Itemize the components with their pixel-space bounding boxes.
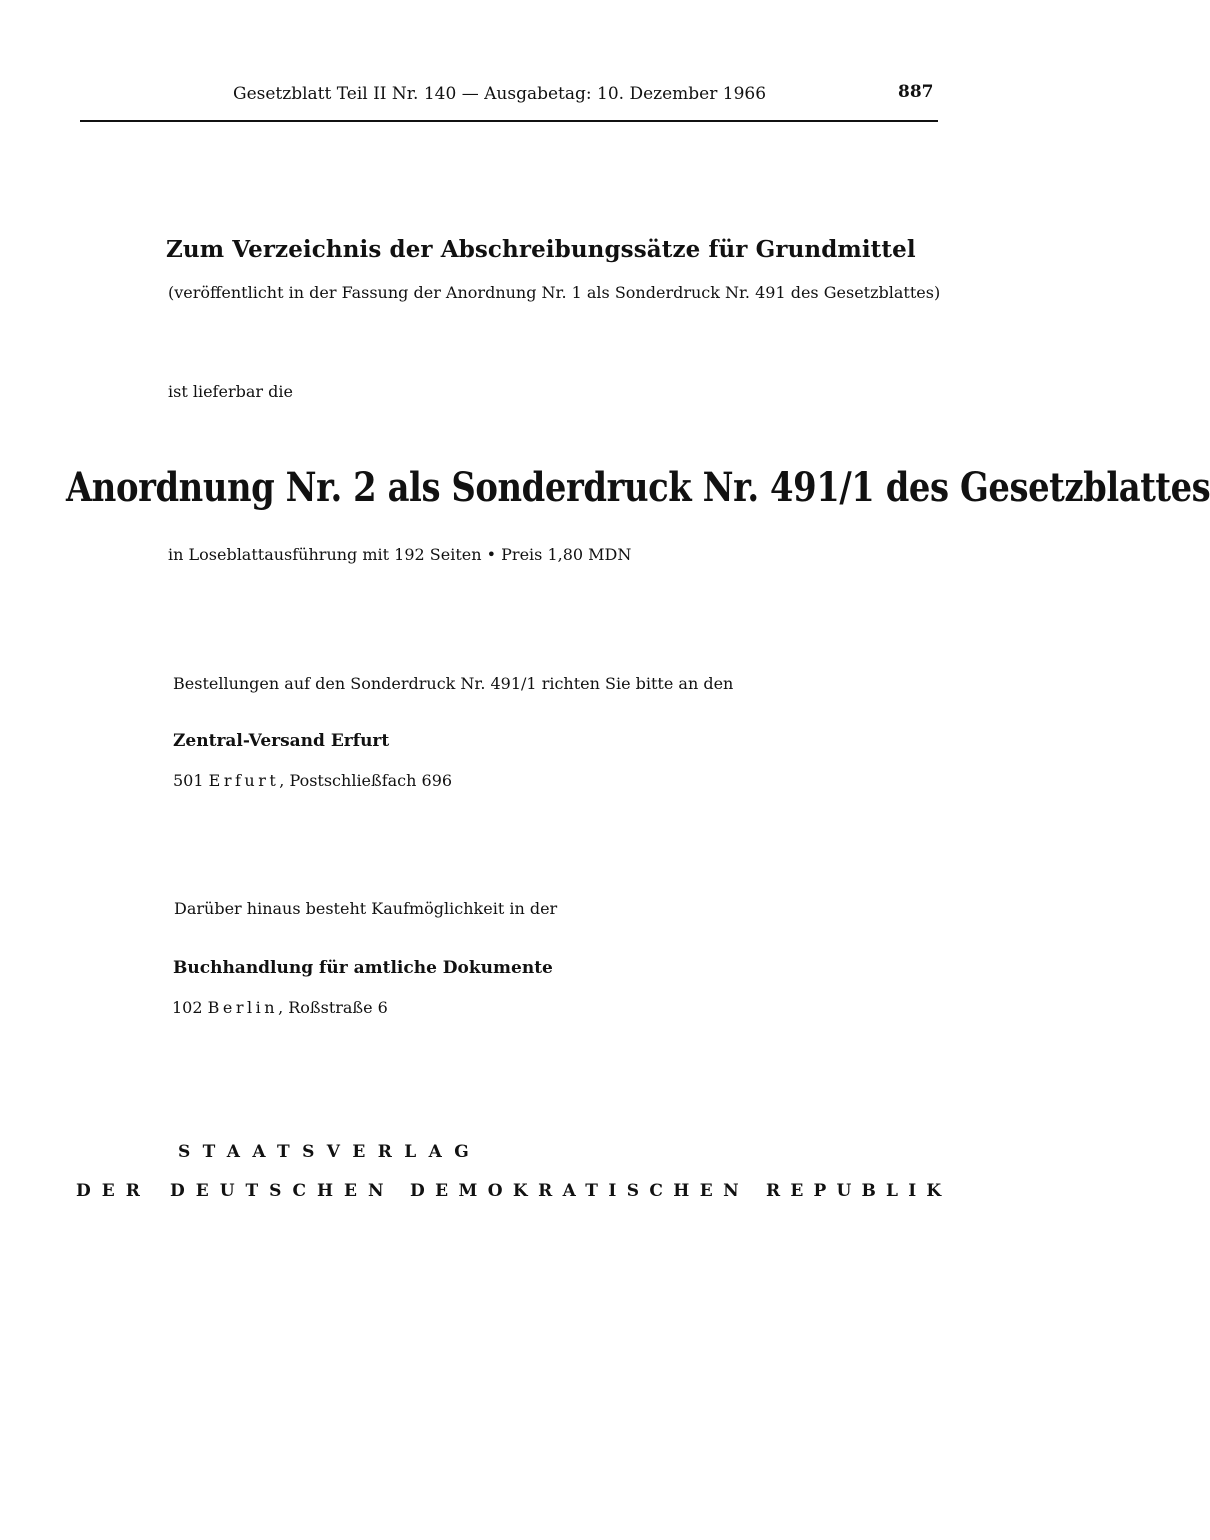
notice-subheading: (veröffentlicht in der Fassung der Anordnung Nr. 1 als Sonderdruck Nr. 491 des Gesetzblattes) bbox=[168, 283, 941, 302]
distributor-city: Erfurt bbox=[208, 771, 280, 790]
publisher-word: DEUTSCHEN bbox=[170, 1181, 395, 1201]
edition-info: in Loseblattausführung mit 192 Seiten • Preis 1,80 MDN bbox=[168, 545, 632, 564]
distributor-name: Zentral-Versand Erfurt bbox=[173, 731, 390, 751]
publisher-word: DER bbox=[76, 1181, 151, 1201]
shop-name: Buchhandlung für amtliche Dokumente bbox=[173, 958, 553, 978]
publisher-word: DEMOKRATISCHEN bbox=[410, 1181, 750, 1201]
shop-city: Berlin bbox=[207, 998, 279, 1017]
distributor-address bbox=[173, 771, 452, 790]
header-rule bbox=[80, 120, 938, 122]
order-instruction: Bestellungen auf den Sonderdruck Nr. 491/1 richten Sie bitte an den bbox=[173, 674, 734, 693]
page-number: 887 bbox=[898, 82, 934, 102]
availability-text: ist lieferbar die bbox=[168, 382, 293, 401]
publisher-word: REPUBLIK bbox=[766, 1181, 952, 1201]
shop-street: , Roßstraße 6 bbox=[278, 998, 388, 1017]
purchase-text: Darüber hinaus besteht Kaufmöglichkeit in der bbox=[174, 899, 558, 918]
distributor-postcode: 501 bbox=[173, 771, 204, 790]
distributor-postbox: , Postschließfach 696 bbox=[279, 771, 453, 790]
notice-heading: Zum Verzeichnis der Abschreibungssätze für Grundmittel bbox=[166, 236, 916, 263]
shop-postcode: 102 bbox=[172, 998, 203, 1017]
publisher-line-1: STAATSVERLAG bbox=[178, 1142, 482, 1162]
shop-address bbox=[172, 998, 388, 1017]
main-title: Anordnung Nr. 2 als Sonderdruck Nr. 491/1 des Gesetzblattes bbox=[66, 464, 1210, 511]
page-header: Gesetzblatt Teil II Nr. 140 — Ausgabetag: 10. Dezember 1966 bbox=[233, 84, 767, 104]
